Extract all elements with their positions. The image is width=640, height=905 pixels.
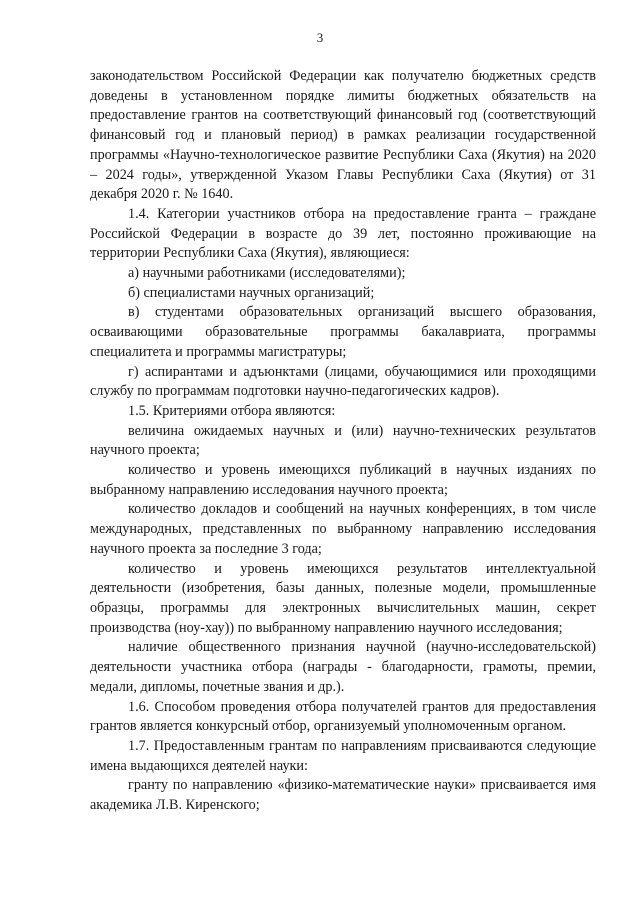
paragraph: б) специалистами научных организаций; — [128, 284, 375, 301]
paragraph: в) студентами образовательных организаций высшего образования, осваивающими образовательные программы бакалавриата, программы специалитета и программы магистратуры; — [90, 304, 596, 360]
page-number: 3 — [316, 30, 324, 45]
paragraph: 1.5. Критериями отбора являются: — [128, 402, 336, 419]
paragraph: 1.4. Категории участников отбора на предоставление гранта – граждане Российской Федерации в возрасте до 39 лет, постоянно проживающие на территории Республики Саха (Якутия), являющиеся: — [90, 205, 596, 262]
paragraph: 1.6. Способом проведения отбора получателей грантов для предоставления грантов является конкурсный отбор, организуемый уполномоченным органом. — [90, 698, 596, 735]
paragraph: количество докладов и сообщений на научных конференциях, в том числе международных, представленных по выбранному направлению исследования научного проекта за последние 3 года; — [90, 501, 596, 557]
document-body — [90, 67, 596, 816]
paragraph: законодательством Российской Федерации как получателю бюджетных средств доведены в установленном порядке лимиты бюджетных обязательств на предоставление грантов на соответствующий финансовый год (соответствующий финансовый год и плановый период) в рамках реализации государственной программы «Научно-технологическое развитие Республики Саха (Якутия) на 2020 – 2024 годы», утвержденной Указом Главы Республики Саха (Якутия) от 31 декабря 2020 г. № 1640. — [90, 68, 596, 203]
paragraph: 1.7. Предоставленным грантам по направлениям присваиваются следующие имена выдающихся деятелей науки: — [90, 737, 596, 774]
paragraph: гранту по направлению «физико-математические науки» присваивается имя академика Л.В. Киренского; — [90, 777, 596, 814]
paragraph: количество и уровень имеющихся публикаций в научных изданиях по выбранному направлению исследования научного проекта; — [90, 462, 596, 498]
paragraph: а) научными работниками (исследователями); — [128, 265, 406, 282]
paragraph: наличие общественного признания научной (научно-исследовательской) деятельности участника отбора (награды - благодарности, грамоты, премии, медали, дипломы, почетные звания и др.). — [90, 639, 596, 695]
paragraph: количество и уровень имеющихся результатов интеллектуальной деятельности (изобретения, базы данных, полезные модели, промышленные образцы, программы для электронных вычислительных машин, секрет производства (ноу-хау)) по выбранному направлению научного исследования; — [90, 560, 596, 636]
paragraph: величина ожидаемых научных и (или) научно-технических результатов научного проекта; — [90, 422, 596, 459]
paragraph: г) аспирантами и адъюнктами (лицами, обучающимися или проходящими службу по программам подготовки научно-педагогических кадров). — [90, 363, 596, 400]
